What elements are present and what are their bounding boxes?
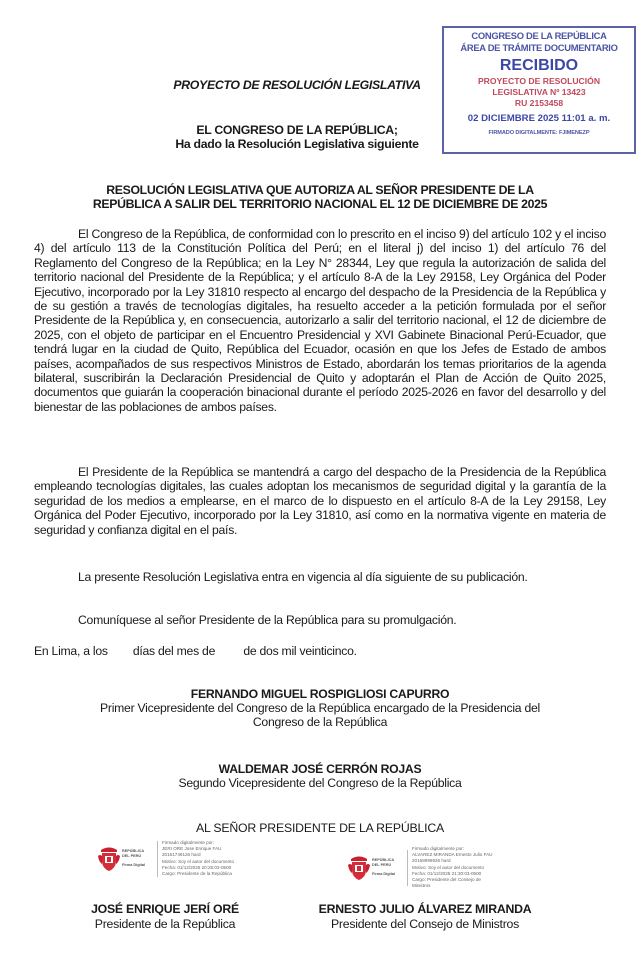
logo-text: DEL PERÚ (122, 853, 142, 858)
signatory-president (60, 902, 270, 932)
signature-line: JERI ORE Jose Enrique FAU (162, 846, 222, 852)
paragraph-text: El Congreso de la República, de conformidad con lo prescrito en el inciso 9) del artículo 102 y el inciso 4) del artículo 113 de la Constitución Política del Perú; en el literal j) del inciso 1) del artículo 76 del Reglamento del Congreso de la República; en la Ley N° 28344, Ley que regula la autorización de salida del territorio nacional del Presidente de la República; y el artículo 8-A de la Ley 29158, Ley Orgánica del Poder Ejecutivo, incorporado por la Ley 31810 respecto al encargo del despacho de la Presidencia de la República y de su gestión a través de tecnologías digitales, ha resuelto acceder a la petición formulada por el señor Presidente de la República y, en consecuencia, autorizarlo a salir del territorio nacional, el 12 de diciembre de 2025, con el objeto de participar en el Encuentro Presidencial y XVI Gabinete Binacional Perú-Ecuador, que tendrá lugar en la ciudad de Quito, República del Ecuador, ocasión en que los Jefes de Estado de ambos países, acompañados de sus respectivos Ministros de Estado, abordarán los temas prioritarios de la agenda bilateral, suscribirán la Declaración Presidencial de Quito y adoptarán el Plan de Acción de Quito 2025, documentos que guiarán la cooperación binacional durante el período 2025-2026 en favor del desarrollo y del bienestar de las poblaciones de ambos países. (34, 227, 606, 414)
stamp-ru-number: RU 2153458 (514, 98, 564, 108)
digital-signature-council-president (348, 846, 493, 889)
coat-of-arms-icon (348, 855, 370, 881)
paragraph-text: El Presidente de la República se mantendrá a cargo del despacho de la Presidencia de la República empleando tecnologías digitales, las cuales adoptan los mecanismos de seguridad digital y la garantía de la seguridad de los medios a emplearse, en el marco de lo dispuesto en el artículo 8-A de la Ley 29158, Ley Orgánica del Poder Ejecutivo, incorporado por la Ley 31810, así como en la normativa vigente en materia de seguridad y confianza digital en el país. (34, 465, 606, 537)
peru-coat-of-arms-logo (98, 841, 158, 877)
congress-heading (150, 123, 444, 151)
signatory-name: FERNANDO MIGUEL ROSPIGLIOSI CAPURRO (190, 687, 450, 701)
logo-text: REPÚBLICA (372, 858, 395, 863)
paragraph-communication (34, 613, 606, 627)
paragraph-authorization (34, 227, 606, 414)
signature-line: Fecha: 01/12/2025 20:25:03-0500 (162, 864, 232, 870)
congress-enactment-line: Ha dado la Resolución Legislativa siguiente (175, 137, 419, 151)
reception-stamp (442, 26, 636, 154)
logo-text: DEL PERÚ (372, 862, 392, 867)
stamp-status: RECIBIDO (499, 57, 579, 74)
signature-line: Motivo: Soy el autor del documento (412, 864, 485, 870)
peru-coat-of-arms-logo (348, 850, 408, 886)
stamp-project-line1: PROYECTO DE RESOLUCIÓN (477, 76, 601, 86)
paragraph-digital-office (34, 465, 606, 537)
signature-info (162, 840, 234, 877)
signature-line: Ministros (412, 883, 431, 889)
coat-of-arms-icon (98, 846, 120, 872)
paragraph-text: La presente Resolución Legislativa entra en vigencia al día siguiente de su publicación. (78, 570, 528, 584)
paragraph-text: Comuníquese al señor Presidente de la República para su promulgación. (78, 613, 457, 627)
signatory-title: Primer Vicepresidente del Congreso de la República encargado de la Presidencia del (100, 701, 540, 716)
signature-line: Fecha: 01/12/2025 21:30:03-0500 (412, 870, 482, 876)
signatory-first-vicepresident (34, 687, 606, 730)
signature-info (412, 846, 493, 889)
stamp-project-number: LEGISLATIVA Nº 13423 (492, 87, 586, 97)
signature-line: Firmado digitalmente por: (412, 846, 465, 851)
logo-text: REPÚBLICA (122, 849, 145, 854)
signatory-name: ERNESTO JULIO ÁLVAREZ MIRANDA (318, 902, 532, 916)
stamp-institution: CONGRESO DE LA REPÚBLICA (471, 30, 607, 41)
signatory-name: WALDEMAR JOSÉ CERRÓN ROJAS (218, 762, 422, 776)
signature-line: 20168999926 hard (412, 858, 451, 864)
signature-line: ALVAREZ MIRANDA Ernesto Julio FAU (412, 852, 493, 858)
signature-line: Cargo: Presidente de la República (162, 871, 232, 877)
resolution-title (34, 183, 606, 211)
signatory-council-president (300, 902, 550, 932)
resolution-title-line1: RESOLUCIÓN LEGISLATIVA QUE AUTORIZA AL SEÑOR PRESIDENTE DE LA (106, 183, 534, 197)
resolution-title-line2: REPÚBLICA A SALIR DEL TERRITORIO NACIONAL EL 12 DE DICIEMBRE DE 2025 (92, 197, 548, 211)
stamp-datetime: 02 DICIEMBRE 2025 11:01 a. m. (467, 113, 611, 124)
signatory-name: JOSÉ ENRIQUE JERÍ ORÉ (91, 902, 239, 916)
paragraph-validity (34, 570, 606, 584)
signature-line: Firmado digitalmente por: (162, 840, 215, 845)
digital-signature-president (98, 840, 234, 877)
signatory-title: Presidente de la República (94, 917, 236, 931)
stamp-signed-by: FIRMADO DIGITALMENTE: FJIMENEZP (488, 130, 590, 136)
addressee: AL SEÑOR PRESIDENTE DE LA REPÚBLICA (195, 821, 445, 835)
logo-caption: Firma Digital (372, 872, 395, 877)
signature-line: Cargo: Presidente del Consejo de (412, 877, 481, 883)
signatory-title: Segundo Vicepresidente del Congreso de la República (178, 776, 462, 791)
signatory-title: Presidente del Consejo de Ministros (330, 917, 520, 931)
project-title: PROYECTO DE RESOLUCIÓN LEGISLATIVA (173, 78, 421, 92)
signature-line: Motivo: Soy el autor del documento (162, 858, 235, 864)
signature-line: 20161749126 hard (162, 852, 201, 858)
congress-line: EL CONGRESO DE LA REPÚBLICA; (196, 123, 398, 137)
stamp-department: ÁREA DE TRÁMITE DOCUMENTARIO (460, 42, 618, 53)
signatory-title-cont: Congreso de la República (252, 715, 388, 730)
logo-caption: Firma Digital (122, 863, 145, 868)
place-and-date: En Lima, a los días del mes de de dos mil veinticinco. (34, 644, 357, 658)
signatory-second-vicepresident (34, 762, 606, 790)
